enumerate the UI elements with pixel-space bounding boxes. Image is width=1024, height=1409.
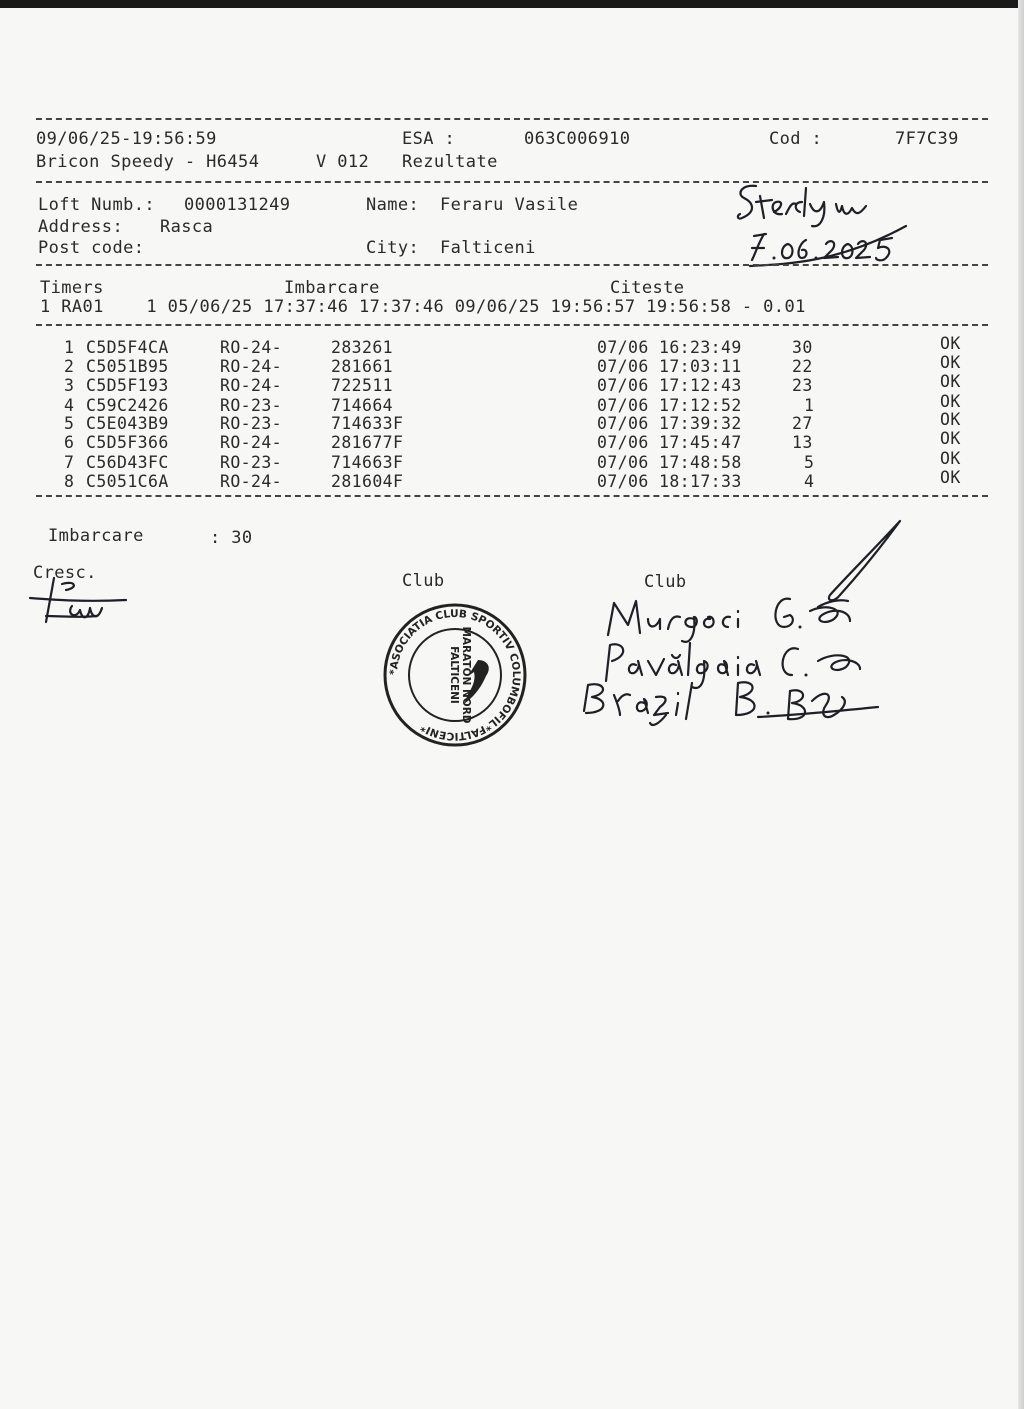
breeder-signature: [26, 570, 136, 630]
arrival-time: 07/06 17:12:43: [597, 376, 742, 395]
table-row: [0, 410, 1024, 433]
arrival-time: 07/06 16:23:49: [597, 338, 742, 357]
arrival-time: 07/06 17:45:47: [597, 433, 742, 452]
pos: 3: [64, 376, 75, 395]
handwritten-note: [730, 178, 910, 270]
count: 5: [804, 453, 815, 472]
count: 22: [792, 357, 813, 376]
chip: C5E043B9: [86, 414, 169, 433]
status: OK: [940, 334, 961, 353]
report-datetime: 09/06/25-19:56:59: [36, 129, 217, 149]
arrival-time: 07/06 17:12:52: [597, 396, 742, 415]
ring-prefix: RO-24-: [220, 376, 283, 395]
ring-prefix: RO-23-: [220, 414, 283, 433]
chip: C56D43FC: [86, 453, 169, 472]
ring-prefix: RO-23-: [220, 396, 283, 415]
ring-number: 281604F: [331, 472, 404, 491]
table-row: [0, 468, 1024, 491]
pos: 4: [64, 396, 75, 415]
status: OK: [940, 353, 961, 372]
ring-number: 281661: [331, 357, 394, 376]
club-stamp: [380, 600, 530, 750]
pos: 6: [64, 433, 75, 452]
table-row: [0, 334, 1024, 357]
chip: C59C2426: [86, 396, 169, 415]
stamp-inner-line-1: MARATON NORD: [460, 626, 472, 724]
chip: C5051C6A: [86, 472, 169, 491]
city-value: Falticeni: [440, 238, 536, 258]
club-signatures: [578, 515, 908, 735]
loft-number-value: 0000131249: [184, 195, 291, 215]
count: 13: [792, 433, 813, 452]
pos: 7: [64, 453, 75, 472]
status: OK: [940, 372, 961, 391]
club-label-1: Club: [402, 571, 445, 591]
arrival-time: 07/06 17:03:11: [597, 357, 742, 376]
cresc-label: Cresc.: [33, 563, 97, 583]
table-row: [0, 392, 1024, 415]
ring-number: 283261: [331, 338, 394, 357]
divider: [36, 264, 988, 266]
arrival-time: 07/06 17:48:58: [597, 453, 742, 472]
pos: 1: [64, 338, 75, 357]
pos: 2: [64, 357, 75, 376]
timers-header: Timers: [40, 278, 104, 298]
stamp-inner-line-2: FALTICENI: [448, 646, 460, 704]
ring-number: 714664: [331, 396, 394, 415]
chip: C5051B95: [86, 357, 169, 376]
ring-prefix: RO-24-: [220, 472, 283, 491]
status: OK: [940, 449, 961, 468]
table-row: [0, 449, 1024, 472]
divider: [36, 118, 988, 120]
firmware-version: V 012: [316, 152, 370, 172]
ring-prefix: RO-24-: [220, 338, 283, 357]
status: OK: [940, 410, 961, 429]
status: OK: [940, 468, 961, 487]
arrival-time: 07/06 18:17:33: [597, 472, 742, 491]
name-value: Feraru Vasile: [440, 195, 579, 215]
address-value: Rasca: [160, 217, 214, 237]
timer-line: 1 RA01 1 05/06/25 17:37:46 17:37:46 09/06/25 19:56:57 19:56:58 - 0.01: [40, 297, 806, 317]
esa-value: 063C006910: [524, 129, 631, 149]
paper-right-edge: [1018, 0, 1024, 1409]
count: 27: [792, 414, 813, 433]
postcode-label: Post code:: [38, 238, 145, 258]
count: 1: [804, 396, 815, 415]
count: 30: [792, 338, 813, 357]
club-label-2: Club: [644, 572, 687, 592]
esa-label: ESA :: [402, 129, 456, 149]
table-row: [0, 353, 1024, 376]
pos: 5: [64, 414, 75, 433]
report-type: Rezultate: [402, 152, 498, 172]
arrival-time: 07/06 17:39:32: [597, 414, 742, 433]
pos: 8: [64, 472, 75, 491]
divider: [36, 324, 988, 326]
chip: C5D5F4CA: [86, 338, 169, 357]
ring-prefix: RO-24-: [220, 357, 283, 376]
count: 23: [792, 376, 813, 395]
scan-top-edge: [0, 0, 1024, 8]
loft-number-label: Loft Numb.:: [38, 195, 155, 215]
city-label: City:: [366, 238, 420, 258]
ring-number: 714663F: [331, 453, 404, 472]
ring-number: 722511: [331, 376, 394, 395]
citeste-header: Citeste: [610, 278, 685, 298]
ring-number: 714633F: [331, 414, 404, 433]
imbarcare-total-label: Imbarcare: [48, 526, 144, 546]
status: OK: [940, 392, 961, 411]
table-row: [0, 429, 1024, 452]
chip: C5D5F193: [86, 376, 169, 395]
ring-prefix: RO-24-: [220, 433, 283, 452]
name-label: Name:: [366, 195, 420, 215]
divider: [36, 495, 988, 497]
status: OK: [940, 429, 961, 448]
address-label: Address:: [38, 217, 124, 237]
chip: C5D5F366: [86, 433, 169, 452]
table-row: [0, 372, 1024, 395]
ring-prefix: RO-23-: [220, 453, 283, 472]
count: 4: [804, 472, 815, 491]
device-name: Bricon Speedy - H6454: [36, 152, 260, 172]
cod-label: Cod :: [769, 129, 823, 149]
imbarcare-total-value: : 30: [210, 528, 253, 548]
imbarcare-header: Imbarcare: [284, 278, 380, 298]
stamp-outer-text: *ASOCIATIA CLUB SPORTIV COLUMBOFIL*FALTICENI*: [387, 607, 523, 743]
ring-number: 281677F: [331, 433, 404, 452]
cod-value: 7F7C39: [895, 129, 959, 149]
